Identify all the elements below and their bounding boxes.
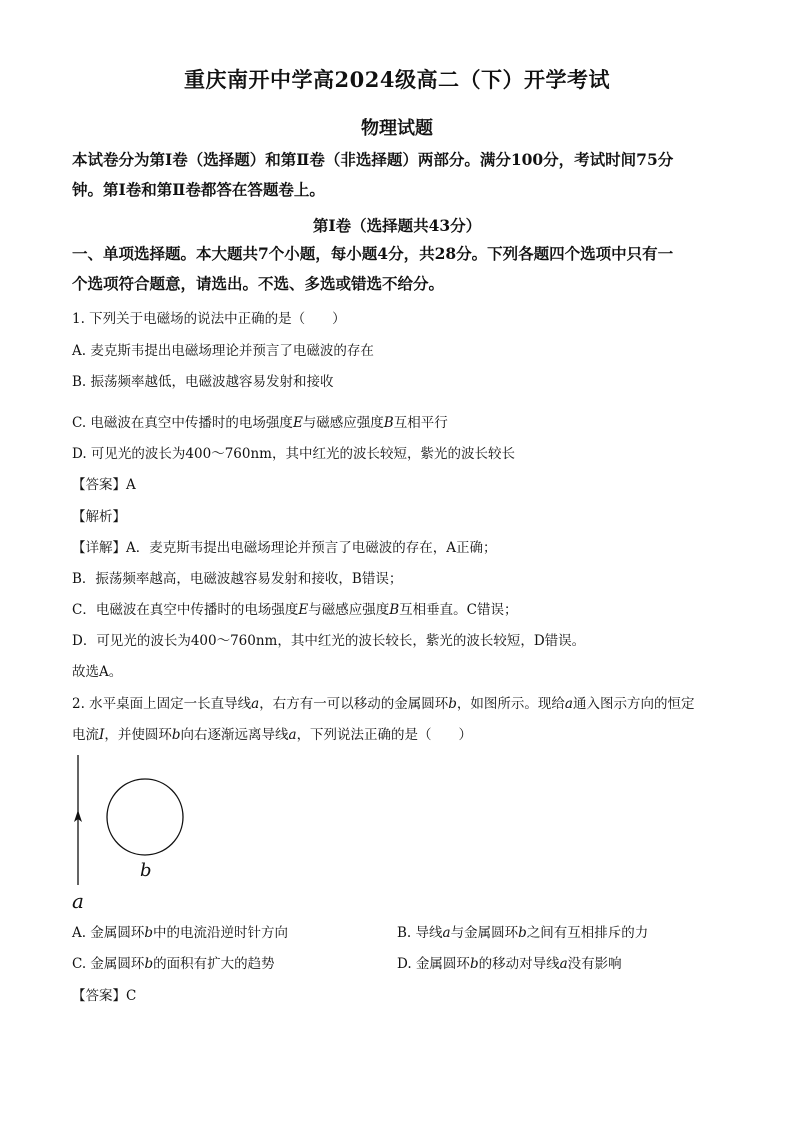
- detail-c-pre: C．电磁波在真空中传播时的电场强度: [72, 602, 299, 618]
- q1-option-c-post: 互相平行: [393, 415, 448, 431]
- q1-detail-b: B．振荡频率越高，电磁波越容易发射和接收，B错误；: [72, 571, 403, 587]
- intro-line-2: 钟。第Ⅰ卷和第Ⅱ卷都答在答题卷上。: [72, 180, 325, 199]
- q2-stem2-post: ，下列说法正确的是（ ）: [296, 727, 473, 743]
- q2-stem-mid1: ，右方有一可以移动的金属圆环: [259, 696, 449, 712]
- symbol-b: b: [518, 925, 527, 941]
- symbol-b: B: [383, 415, 394, 431]
- q2-stem-mid2: ，如图所示。现给: [456, 696, 565, 712]
- q2-option-a: [72, 921, 288, 941]
- q1-option-d: D. 可见光的波长为400～760nm，其中红光的波长较短，紫光的波长较长: [72, 446, 515, 462]
- q2-stem-line-1: [72, 692, 694, 712]
- intro-line-1: 本试卷分为第Ⅰ卷（选择题）和第Ⅱ卷（非选择题）两部分。满分100分，考试时间75分: [72, 150, 674, 169]
- symbol-b: b: [448, 696, 457, 712]
- q2-b-pre: B. 导线: [397, 925, 443, 941]
- symbol-e: E: [292, 415, 303, 431]
- q1-conclusion: 故选A。: [72, 664, 123, 680]
- ring-label: b: [140, 860, 152, 881]
- page-subtitle: 物理试题: [361, 118, 433, 139]
- symbol-b: b: [144, 956, 154, 972]
- symbol-a: a: [559, 956, 568, 972]
- answer-tag: 【答案】: [72, 988, 126, 1004]
- q1-option-c-mid: 与磁感应强度: [302, 415, 384, 431]
- detail-c-post: 互相垂直。C错误；: [399, 602, 518, 618]
- q2-d-post: 没有影响: [567, 956, 622, 972]
- q2-answer: [72, 984, 136, 1004]
- symbol-i: I: [99, 727, 105, 743]
- wire-label: a: [72, 889, 84, 913]
- q2-stem-post: 通入图示方向的恒定: [572, 696, 695, 712]
- q1-option-c-pre: C. 电磁波在真空中传播时的电场强度: [72, 415, 293, 431]
- symbol-a: a: [288, 727, 297, 743]
- q2-stem-line-2: [72, 723, 472, 743]
- symbol-a: a: [564, 696, 573, 712]
- q1-analysis-tag: 【解析】: [72, 509, 126, 525]
- q2-d-pre: D. 金属圆环: [397, 956, 470, 972]
- symbol-b: b: [144, 925, 153, 941]
- symbol-a: a: [442, 925, 451, 941]
- detail-c-mid: 与磁感应强度: [308, 602, 390, 618]
- q2-stem2-mid1: ，并使圆环: [104, 727, 172, 743]
- q1-stem: 1. 下列关于电磁场的说法中正确的是（ ）: [72, 311, 346, 327]
- symbol-b: B: [389, 602, 400, 618]
- q2-c-post: 的面积有扩大的趋势: [153, 956, 275, 972]
- answer-value: A: [126, 477, 136, 493]
- q2-figure: [60, 750, 220, 915]
- q2-b-post: 之间有互相排斥的力: [526, 925, 649, 941]
- q2-option-c: [72, 952, 275, 972]
- q2-option-d: [397, 952, 622, 972]
- section-title: 第Ⅰ卷（选择题共43分）: [312, 216, 482, 235]
- q2-stem2-pre: 电流: [72, 727, 99, 743]
- symbol-b: b: [171, 727, 181, 743]
- instructions-line-2: 个选项符合题意，请选出。不选、多选或错选不给分。: [72, 274, 445, 293]
- q2-stem2-mid2: 向右逐渐远离导线: [180, 727, 289, 743]
- q1-answer: [72, 473, 136, 493]
- symbol-e: E: [298, 602, 309, 618]
- answer-tag: 【答案】: [72, 477, 126, 493]
- symbol-a: a: [251, 696, 260, 712]
- q2-a-post: 中的电流沿逆时针方向: [153, 925, 288, 941]
- symbol-b: b: [469, 956, 479, 972]
- detail-tag: 【详解】: [72, 540, 126, 556]
- q2-c-pre: C. 金属圆环: [72, 956, 145, 972]
- detail-a-text: A．麦克斯韦提出电磁场理论并预言了电磁波的存在，A正确；: [126, 540, 497, 556]
- q2-stem-pre: 2. 水平桌面上固定一长直导线: [72, 696, 252, 712]
- q2-d-mid: 的移动对导线: [478, 956, 560, 972]
- q2-a-pre: A. 金属圆环: [72, 925, 145, 941]
- page-title: 重庆南开中学高2024级高二（下）开学考试: [184, 67, 610, 92]
- section-instructions: [72, 239, 722, 299]
- intro-paragraph: [72, 145, 722, 205]
- q1-option-a: A. 麦克斯韦提出电磁场理论并预言了电磁波的存在: [72, 343, 374, 359]
- answer-value: C: [126, 988, 137, 1004]
- q1-detail-a: [72, 536, 497, 556]
- q1-detail-d: D．可见光的波长为400～760nm，其中红光的波长较长，紫光的波长较短，D错误。: [72, 633, 586, 649]
- q2-option-b: [397, 921, 648, 941]
- q1-option-b: B. 振荡频率越低，电磁波越容易发射和接收: [72, 374, 334, 390]
- ring-b: [107, 779, 183, 855]
- instructions-line-1: 一、单项选择题。本大题共7个小题，每小题4分，共28分。下列各题四个选项中只有一: [72, 244, 674, 263]
- q1-option-c: [72, 411, 448, 431]
- q2-b-mid: 与金属圆环: [450, 925, 519, 941]
- q1-detail-c: [72, 598, 517, 618]
